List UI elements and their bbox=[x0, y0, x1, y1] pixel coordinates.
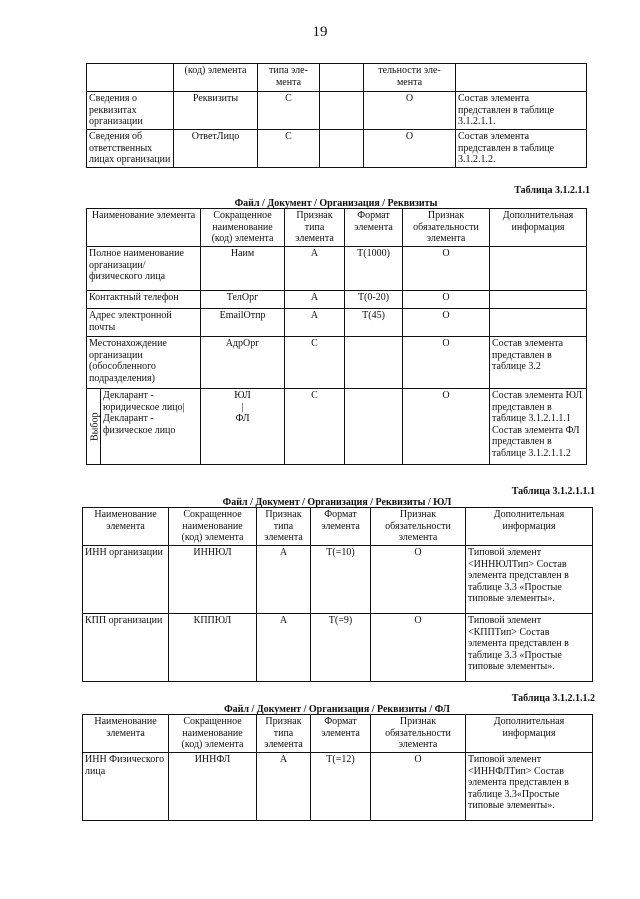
choice-option: Декларант - физическое лицо bbox=[103, 413, 176, 436]
header-cell: Дополнительная информация bbox=[490, 209, 587, 247]
cell: Т(=12) bbox=[311, 753, 371, 821]
header-cell: Признак типа элемента bbox=[285, 209, 345, 247]
cell: О bbox=[364, 130, 456, 168]
table-header bbox=[87, 209, 587, 247]
table-header-tail bbox=[87, 64, 587, 92]
cell: А bbox=[285, 247, 345, 291]
header-cell: Признак обязательности элемента bbox=[371, 715, 466, 753]
continued-table bbox=[86, 63, 587, 168]
choice-label: Выбор bbox=[87, 389, 101, 465]
table-row bbox=[87, 130, 587, 168]
cell: Сведения об ответственных лицах организации bbox=[87, 130, 174, 168]
table-fl bbox=[82, 714, 593, 821]
cell: АдрОрг bbox=[201, 337, 285, 389]
header-cell: Наименование элемента bbox=[83, 508, 169, 546]
cell: тельности эле-мента bbox=[364, 64, 456, 92]
cell: Т(1000) bbox=[345, 247, 403, 291]
table-row bbox=[87, 337, 587, 389]
header-cell: Формат элемента bbox=[311, 508, 371, 546]
cell bbox=[490, 309, 587, 337]
table-row bbox=[83, 614, 593, 682]
table-header bbox=[83, 508, 593, 546]
cell: С bbox=[258, 92, 320, 130]
table-label: Таблица 3.1.2.1.1.1 bbox=[511, 486, 595, 497]
choice-separator: | bbox=[241, 401, 244, 413]
cell: Полное наименование организации/ физического лица bbox=[87, 247, 201, 291]
header-cell: Формат элемента bbox=[345, 209, 403, 247]
header-cell: Наименование элемента bbox=[83, 715, 169, 753]
cell: Адрес электронной почты bbox=[87, 309, 201, 337]
table-title: Файл / Документ / Организация / Реквизиты / ЮЛ bbox=[222, 497, 452, 508]
header-cell: Дополнительная информация bbox=[466, 715, 593, 753]
table-title: Файл / Документ / Организация / Реквизиты bbox=[234, 198, 438, 209]
cell: О bbox=[403, 291, 490, 309]
cell: типа эле-мента bbox=[258, 64, 320, 92]
header-cell: Формат элемента bbox=[311, 715, 371, 753]
cell bbox=[345, 389, 403, 465]
header-cell: Признак типа элемента bbox=[257, 715, 311, 753]
cell: ИНН Физического лица bbox=[83, 753, 169, 821]
cell: Состав элемента представлен в таблице 3.1.2.1.2. bbox=[456, 130, 587, 168]
cell bbox=[201, 389, 285, 465]
choice-info: Состав элемента ЮЛ представлен в таблице 3.1.2.1.1.1 bbox=[492, 390, 583, 424]
table-header bbox=[83, 715, 593, 753]
page-number: 19 bbox=[312, 24, 328, 40]
table-row bbox=[83, 753, 593, 821]
cell: Типовой элемент <ИННЮЛТип> Состав элемента представлен в таблице 3.3 «Простые типовые элементы». bbox=[466, 546, 593, 614]
cell: О bbox=[403, 247, 490, 291]
table-title: Файл / Документ / Организация / Реквизиты / ФЛ bbox=[224, 704, 450, 715]
table-label: Таблица 3.1.2.1.1.2 bbox=[511, 693, 595, 704]
cell: О bbox=[403, 337, 490, 389]
cell: Состав элемента представлен в таблице 3.2 bbox=[490, 337, 587, 389]
table-ul bbox=[82, 507, 593, 682]
table-requisites bbox=[86, 208, 587, 465]
header-cell: Признак обязательности элемента bbox=[403, 209, 490, 247]
header-cell: Сокращенное наименование (код) элемента bbox=[169, 715, 257, 753]
header-cell: Признак обязательности элемента bbox=[371, 508, 466, 546]
cell bbox=[345, 337, 403, 389]
header-cell: Сокращенное наименование (код) элемента bbox=[201, 209, 285, 247]
cell bbox=[320, 64, 364, 92]
cell: Типовой элемент <КППТип> Состав элемента представлен в таблице 3.3 «Простые типовые элементы». bbox=[466, 614, 593, 682]
cell bbox=[490, 291, 587, 309]
cell: Контактный телефон bbox=[87, 291, 201, 309]
header-cell: Признак типа элемента bbox=[257, 508, 311, 546]
cell: О bbox=[371, 614, 466, 682]
cell: Т(=9) bbox=[311, 614, 371, 682]
cell: ТелОрг bbox=[201, 291, 285, 309]
cell: А bbox=[257, 753, 311, 821]
cell: А bbox=[257, 614, 311, 682]
cell: А bbox=[257, 546, 311, 614]
cell: С bbox=[258, 130, 320, 168]
cell: С bbox=[285, 337, 345, 389]
cell: Состав элемента представлен в таблице 3.1.2.1.1. bbox=[456, 92, 587, 130]
choice-option: Декларант - юридическое лицо| bbox=[103, 390, 185, 413]
cell: Наим bbox=[201, 247, 285, 291]
cell bbox=[101, 389, 201, 465]
cell: Т(45) bbox=[345, 309, 403, 337]
table-row bbox=[87, 92, 587, 130]
cell bbox=[490, 247, 587, 291]
table-row-choice bbox=[87, 389, 587, 465]
table-label: Таблица 3.1.2.1.1 bbox=[514, 185, 590, 196]
cell: КПП организации bbox=[83, 614, 169, 682]
cell: ОтветЛицо bbox=[174, 130, 258, 168]
table-row bbox=[87, 309, 587, 337]
cell: Реквизиты bbox=[174, 92, 258, 130]
cell bbox=[87, 64, 174, 92]
cell: А bbox=[285, 309, 345, 337]
header-cell: Наименование элемента bbox=[87, 209, 201, 247]
table-row bbox=[83, 546, 593, 614]
cell bbox=[490, 389, 587, 465]
cell: О bbox=[371, 546, 466, 614]
cell: Типовой элемент <ИННФЛТип> Состав элемента представлен в таблице 3.3«Простые типовые элементы». bbox=[466, 753, 593, 821]
cell: О bbox=[403, 309, 490, 337]
cell: ИННФЛ bbox=[169, 753, 257, 821]
table-row bbox=[87, 247, 587, 291]
header-cell: Сокращенное наименование (код) элемента bbox=[169, 508, 257, 546]
cell: (код) элемента bbox=[174, 64, 258, 92]
cell: О bbox=[364, 92, 456, 130]
cell: О bbox=[403, 389, 490, 465]
cell: Сведения о реквизитах организации bbox=[87, 92, 174, 130]
cell: ИНН организации bbox=[83, 546, 169, 614]
cell: О bbox=[371, 753, 466, 821]
cell bbox=[456, 64, 587, 92]
cell bbox=[320, 92, 364, 130]
cell: Т(=10) bbox=[311, 546, 371, 614]
header-cell: Дополнительная информация bbox=[466, 508, 593, 546]
cell: КППЮЛ bbox=[169, 614, 257, 682]
cell: А bbox=[285, 291, 345, 309]
choice-code: ЮЛ bbox=[234, 390, 251, 401]
cell: EmailОтпр bbox=[201, 309, 285, 337]
choice-info: Состав элемента ФЛ представлен в таблице 3.1.2.1.1.2 bbox=[492, 424, 580, 459]
cell: ИННЮЛ bbox=[169, 546, 257, 614]
cell: С bbox=[285, 389, 345, 465]
table-row bbox=[87, 291, 587, 309]
cell: Местонахождение организации (обособленного подразделения) bbox=[87, 337, 201, 389]
choice-code: ФЛ bbox=[235, 413, 250, 424]
cell bbox=[320, 130, 364, 168]
cell: Т(0-20) bbox=[345, 291, 403, 309]
